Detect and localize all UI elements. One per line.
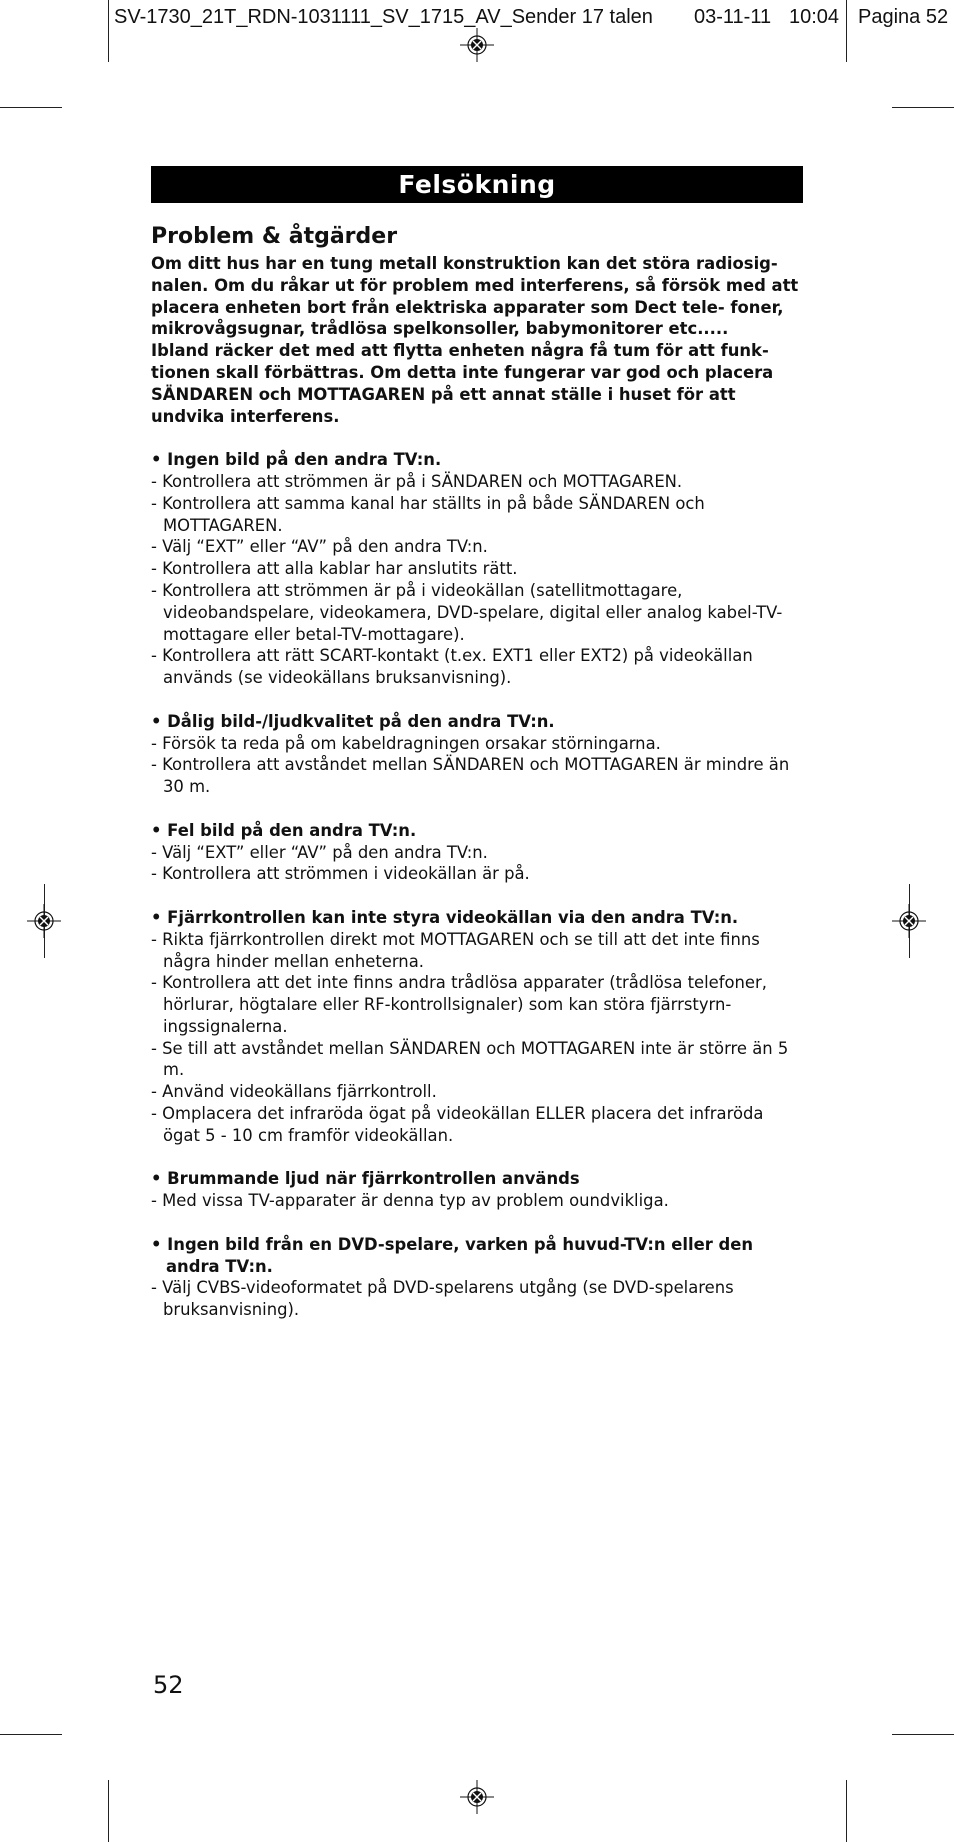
list-item: - Kontrollera att avståndet mellan SÄNDAREN och MOTTAGAREN är mindre än 30 m. — [151, 755, 790, 797]
crop-line-left-top — [0, 107, 62, 108]
list-item: - Välj “EXT” eller “AV” på den andra TV:n. — [151, 537, 488, 557]
page-title: Felsökning — [151, 166, 803, 203]
list-item: - Välj CVBS-videoformatet på DVD-spelarens utgång (se DVD-spelarens bruksanvisning). — [151, 1278, 734, 1320]
crop-line-bottom-left — [108, 1780, 109, 1842]
page-number: 52 — [153, 1671, 184, 1699]
registration-mark-icon — [460, 1780, 494, 1814]
section-heading: Problem & åtgärder — [151, 224, 398, 249]
list-item: - Omplacera det infraröda ögat på videokällan ELLER placera det infraröda ögat 5 - 10 cm framför videokällan. — [151, 1104, 764, 1145]
intro-text — [151, 253, 803, 427]
list-item: - Kontrollera att samma kanal har ställts in på både SÄNDAREN och MOTTAGAREN. — [151, 493, 705, 535]
troubleshoot-section-remote-control — [151, 907, 803, 1147]
troubleshoot-section-dvd — [151, 1234, 803, 1321]
problem-title: • Ingen bild från en DVD-spelare, varken på huvud-TV:n eller den andra TV:n. — [151, 1234, 754, 1276]
intro-paragraph: Ibland räcker det med att flytta enheten några få tum för att funk- tionen skall förbättras. Om detta inte fungerar var god och placera SÄNDAREN och MOTTAGAREN på ett annat ställe i huset för att undvika interferens. — [151, 341, 774, 426]
crop-line-right-bottom — [892, 1734, 954, 1735]
list-item: - Kontrollera att rätt SCART-kontakt (t.ex. EXT1 eller EXT2) på videokällan används (se videokällans bruksanvisning). — [151, 646, 753, 688]
slug-page: Pagina 52 — [858, 6, 949, 28]
problem-title: • Fel bild på den andra TV:n. — [151, 820, 417, 840]
intro-paragraph: Om ditt hus har en tung metall konstruktion kan det störa radiosig- nalen. Om du råkar ut för problem med interferens, så försök med att placera enheten bort från elektriska apparater som Dect tele- foner, mikrovågsugnar, trådlösa spelkonsoller, babymonitorer etc..... — [151, 254, 799, 339]
troubleshoot-section-poor-quality — [151, 711, 803, 798]
troubleshoot-section-wrong-picture — [151, 820, 803, 885]
list-item: - Kontrollera att strömmen är på i videokällan (satellitmottagare, videobandspelare, videokamera, DVD-spelare, digital eller analog kabel-TV-mottagare eller betal-TV-mottagare). — [151, 580, 783, 644]
list-item: - Rikta fjärrkontrollen direkt mot MOTTAGAREN och se till att det inte finns några hinder mellan enheterna. — [151, 929, 760, 971]
slug-time: 10:04 — [789, 6, 840, 28]
list-item: - Kontrollera att alla kablar har anslutits rätt. — [151, 559, 518, 579]
problem-title: • Ingen bild på den andra TV:n. — [151, 450, 442, 470]
list-item: - Kontrollera att strömmen i videokällan är på. — [151, 864, 530, 884]
list-item: - Kontrollera att det inte finns andra trådlösa apparater (trådlösa telefoner, hörlurar, högtalare eller RF-kontrollsignaler) som kan störa fjärrstyrn- ingssignalerna. — [151, 973, 767, 1036]
crop-line-right-top — [892, 107, 954, 108]
slug-date: 03-11-11 — [694, 6, 772, 28]
problem-title: • Brummande ljud när fjärrkontrollen används — [151, 1169, 580, 1189]
list-item: - Med vissa TV-apparater är denna typ av problem oundvikliga. — [151, 1191, 669, 1211]
page-content — [151, 166, 803, 1321]
list-item: - Använd videokällans fjärrkontroll. — [151, 1082, 437, 1102]
slug-filename: SV-1730_21T_RDN-1031111_SV_1715_AV_Sender 17 talen — [114, 6, 653, 28]
crop-line-left-bottom — [0, 1734, 62, 1735]
registration-mark-icon — [460, 28, 494, 62]
problem-title: • Dålig bild-/ljudkvalitet på den andra TV:n. — [151, 711, 555, 731]
crop-line-top-left — [108, 0, 109, 62]
list-item: - Kontrollera att strömmen är på i SÄNDAREN och MOTTAGAREN. — [151, 471, 683, 491]
problem-title: • Fjärrkontrollen kan inte styra videokällan via den andra TV:n. — [151, 907, 739, 927]
crop-line-bottom-right — [846, 1780, 847, 1842]
troubleshoot-section-humming — [151, 1168, 803, 1212]
slug-divider — [846, 0, 847, 62]
troubleshoot-section-no-picture — [151, 449, 803, 689]
list-item: - Se till att avståndet mellan SÄNDAREN och MOTTAGAREN inte är större än 5 m. — [151, 1038, 789, 1080]
registration-mark-icon — [892, 904, 926, 938]
print-slug — [108, 0, 954, 42]
registration-mark-icon — [27, 904, 61, 938]
list-item: - Försök ta reda på om kabeldragningen orsakar störningarna. — [151, 733, 661, 753]
list-item: - Välj “EXT” eller “AV” på den andra TV:n. — [151, 842, 488, 862]
